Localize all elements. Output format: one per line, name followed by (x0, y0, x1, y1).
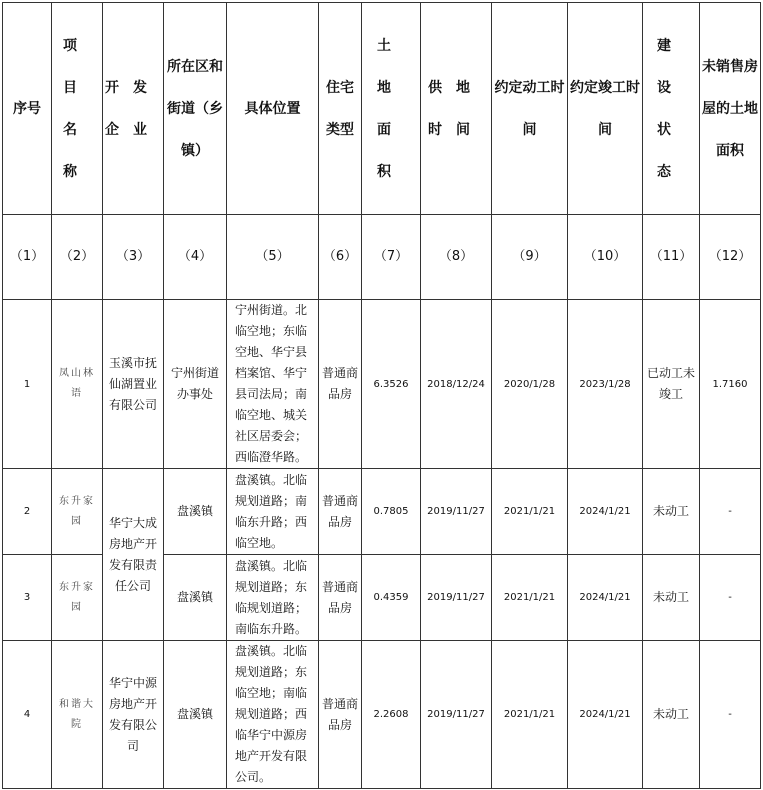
land-area-cell: 0.4359 (362, 555, 421, 641)
seq-cell: 4 (3, 641, 52, 789)
housing-type-cell: 普通商品房 (319, 469, 362, 555)
status-cell: 未动工 (643, 641, 700, 789)
developer-cell: 玉溪市抚仙湖置业有限公司 (103, 300, 164, 469)
housing-type-cell: 普通商品房 (319, 555, 362, 641)
column-number: （4） (164, 215, 227, 300)
completion-date-cell: 2024/1/21 (568, 469, 643, 555)
column-number: （1） (3, 215, 52, 300)
table-row (3, 641, 761, 789)
status-cell: 未动工 (643, 555, 700, 641)
header-cell: 序号 (3, 3, 52, 215)
column-number: （12） (700, 215, 761, 300)
status-cell: 已动工未竣工 (643, 300, 700, 469)
housing-type-cell: 普通商品房 (319, 300, 362, 469)
status-cell: 未动工 (643, 469, 700, 555)
location-cell: 盘溪镇。北临规划道路；东临空地；南临规划道路；西临华宁中源房地产开发有限公司。 (227, 641, 319, 789)
header-cell: 住宅类型 (319, 3, 362, 215)
supply-date-cell: 2019/11/27 (421, 469, 492, 555)
start-date-cell: 2021/1/21 (492, 469, 568, 555)
header-cell: 建设状态 (643, 3, 700, 215)
seq-cell: 2 (3, 469, 52, 555)
column-number: （2） (52, 215, 103, 300)
header-cell: 所在区和街道（乡镇） (164, 3, 227, 215)
header-cell: 具体位置 (227, 3, 319, 215)
column-number: （7） (362, 215, 421, 300)
location-cell: 盘溪镇。北临规划道路；南临东升路；西临空地。 (227, 469, 319, 555)
column-number: （3） (103, 215, 164, 300)
location-cell: 宁州街道。北临空地；东临空地、华宁县档案馆、华宁县司法局；南临空地、城关社区居委会；西临澄华路。 (227, 300, 319, 469)
supply-date-cell: 2019/11/27 (421, 555, 492, 641)
unsold-area-cell: - (700, 555, 761, 641)
header-cell: 未销售房屋的土地面积 (700, 3, 761, 215)
unsold-area-cell: 1.7160 (700, 300, 761, 469)
location-cell: 盘溪镇。北临规划道路；东临规划道路；南临东升路。 (227, 555, 319, 641)
project-name-cell: 东升家园 (52, 555, 103, 641)
land-area-cell: 2.2608 (362, 641, 421, 789)
land-area-cell: 0.7805 (362, 469, 421, 555)
column-number: （6） (319, 215, 362, 300)
start-date-cell: 2021/1/21 (492, 555, 568, 641)
column-number: （9） (492, 215, 568, 300)
project-name-cell: 和谐大院 (52, 641, 103, 789)
table-row (3, 300, 761, 469)
start-date-cell: 2021/1/21 (492, 641, 568, 789)
supply-date-cell: 2018/12/24 (421, 300, 492, 469)
start-date-cell: 2020/1/28 (492, 300, 568, 469)
completion-date-cell: 2024/1/21 (568, 555, 643, 641)
column-number: （10） (568, 215, 643, 300)
developer-cell: 华宁大成房地产开发有限责任公司 (103, 469, 164, 641)
header-cell: 开发企业 (103, 3, 164, 215)
column-number: （8） (421, 215, 492, 300)
header-row (3, 3, 761, 215)
column-number: （11） (643, 215, 700, 300)
header-cell: 项目名称 (52, 3, 103, 215)
district-cell: 盘溪镇 (164, 555, 227, 641)
district-cell: 盘溪镇 (164, 641, 227, 789)
project-name-cell: 东升家园 (52, 469, 103, 555)
land-supply-table (2, 2, 761, 789)
seq-cell: 3 (3, 555, 52, 641)
district-cell: 盘溪镇 (164, 469, 227, 555)
land-area-cell: 6.3526 (362, 300, 421, 469)
unsold-area-cell: - (700, 641, 761, 789)
district-cell: 宁州街道办事处 (164, 300, 227, 469)
header-cell: 供地时间 (421, 3, 492, 215)
completion-date-cell: 2023/1/28 (568, 300, 643, 469)
housing-type-cell: 普通商品房 (319, 641, 362, 789)
header-cell: 土地面积 (362, 3, 421, 215)
column-number-row (3, 215, 761, 300)
seq-cell: 1 (3, 300, 52, 469)
unsold-area-cell: - (700, 469, 761, 555)
header-cell: 约定竣工时间 (568, 3, 643, 215)
developer-cell: 华宁中源房地产开发有限公司 (103, 641, 164, 789)
header-cell: 约定动工时间 (492, 3, 568, 215)
completion-date-cell: 2024/1/21 (568, 641, 643, 789)
table-row (3, 469, 761, 555)
column-number: （5） (227, 215, 319, 300)
supply-date-cell: 2019/11/27 (421, 641, 492, 789)
project-name-cell: 凤山林语 (52, 300, 103, 469)
